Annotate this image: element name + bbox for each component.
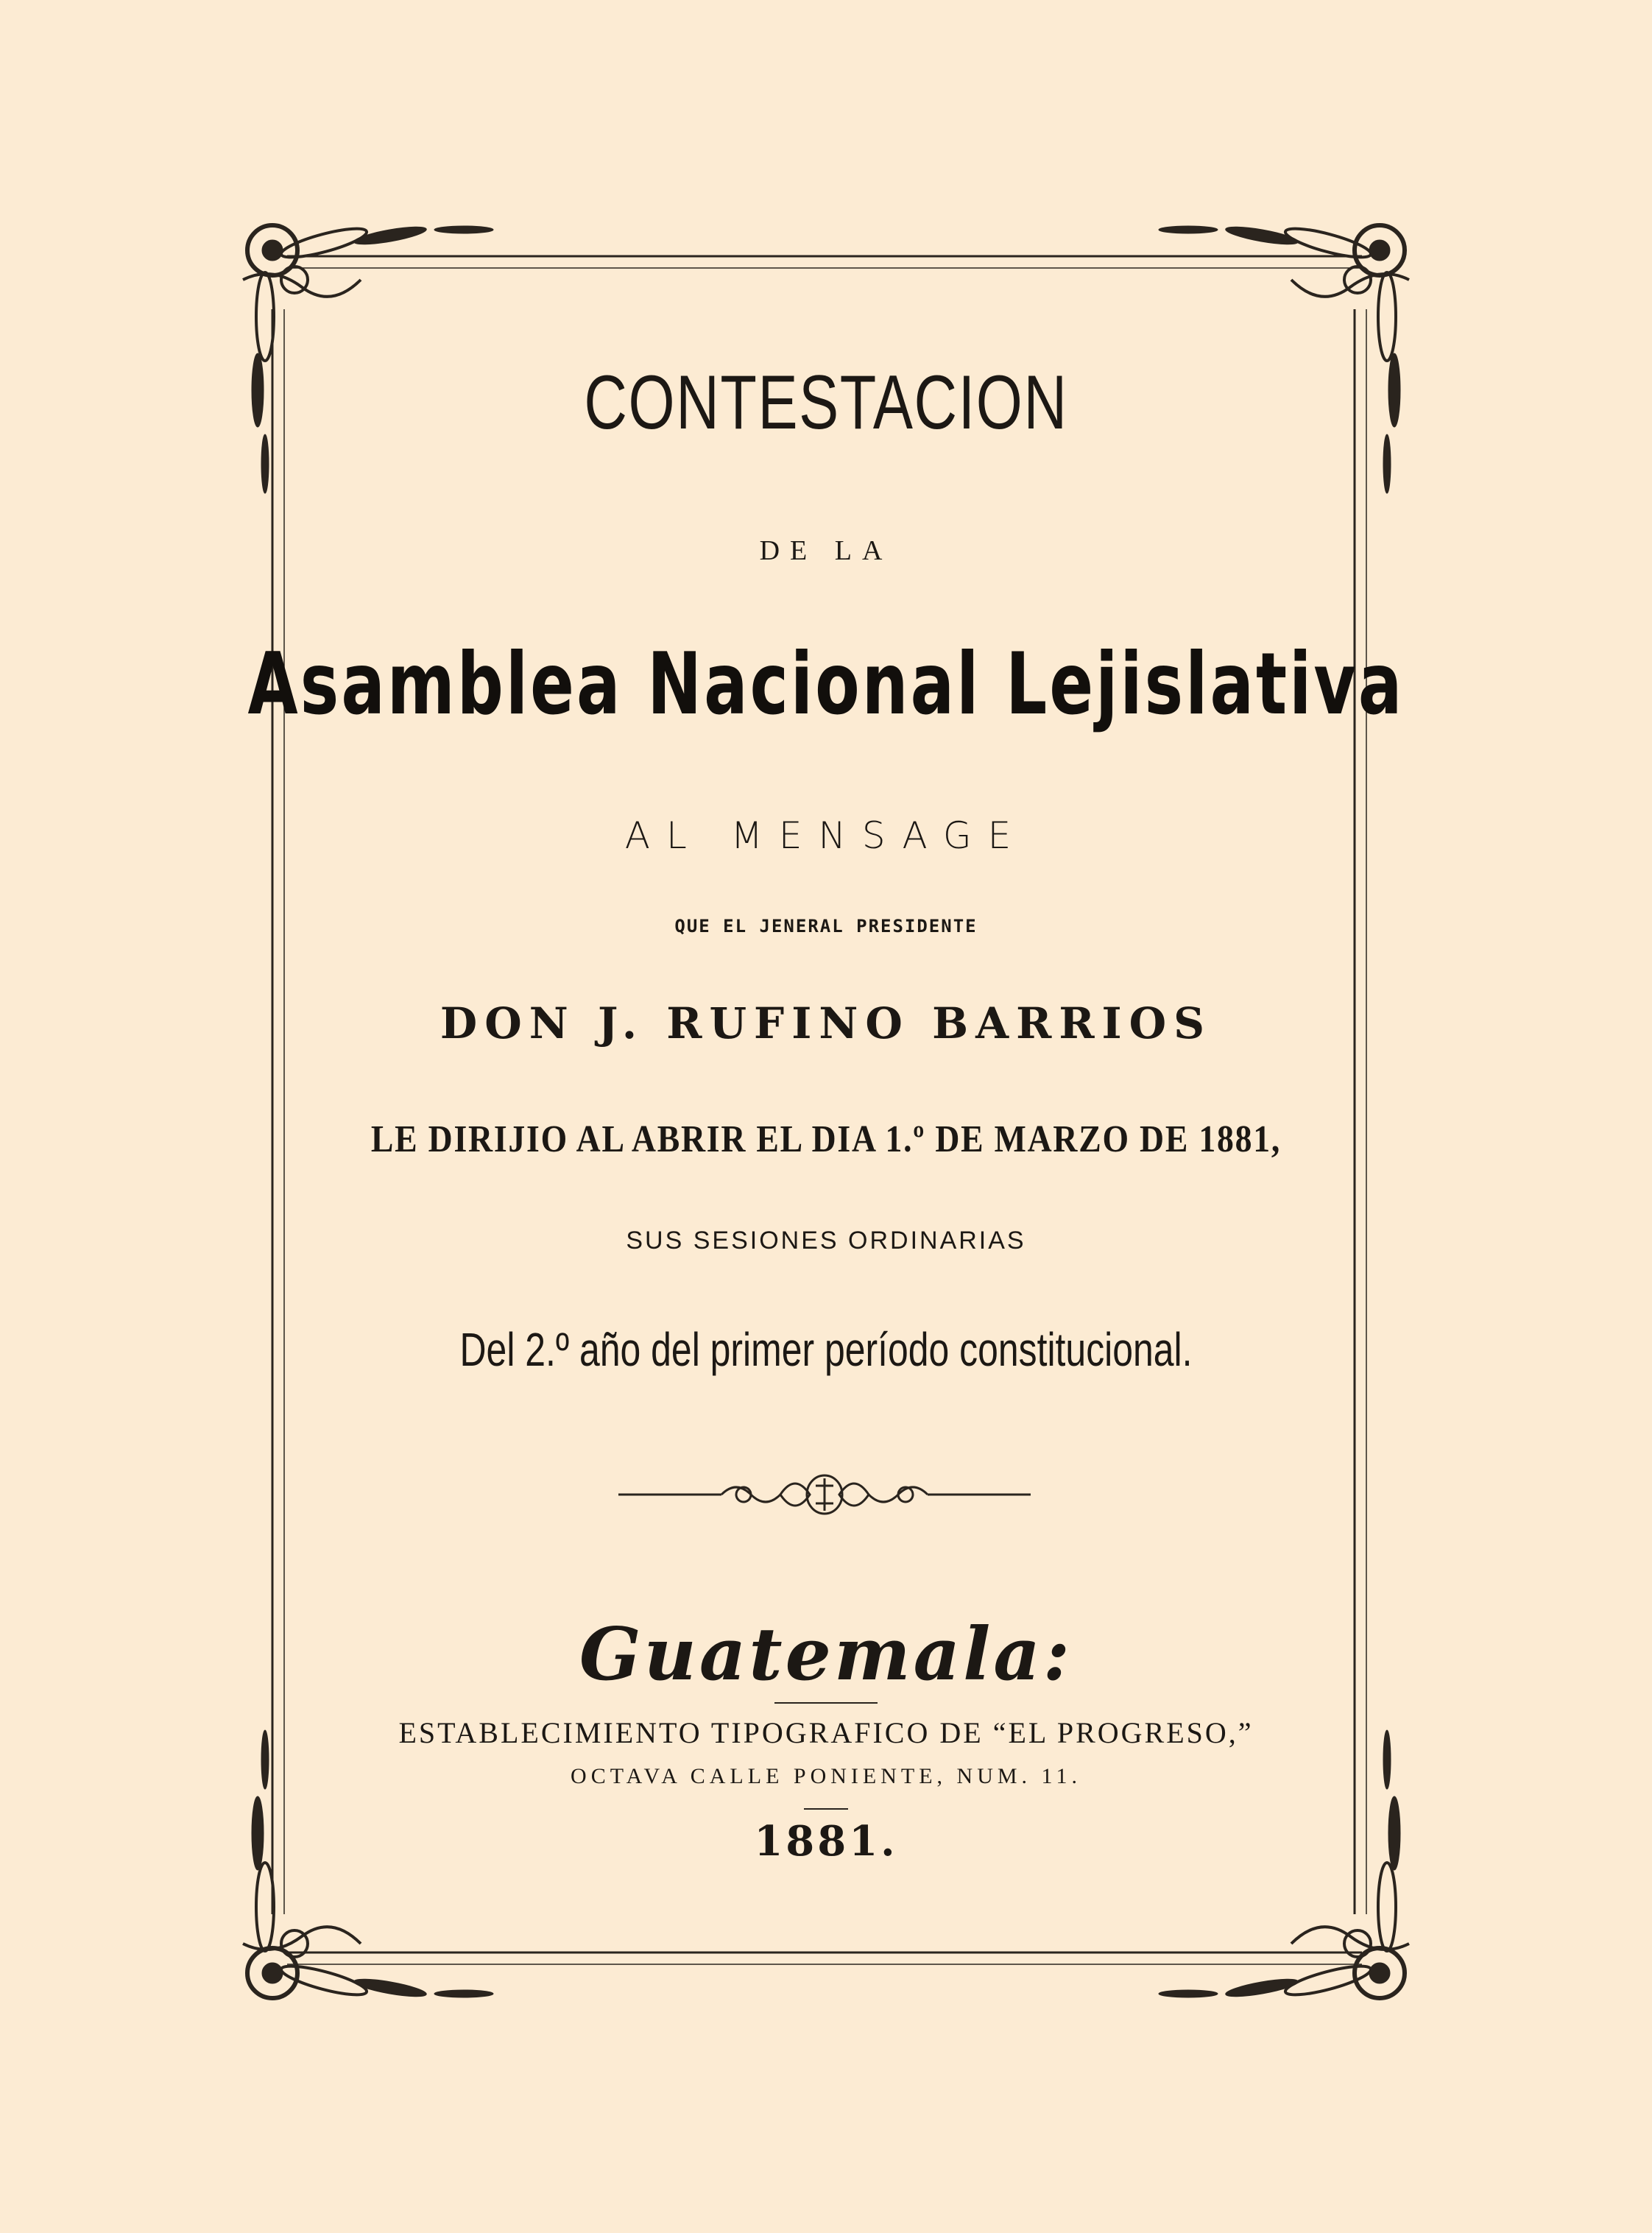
subtitle-de-la: DE LA [759, 535, 893, 566]
address-line: OCTAVA CALLE PONIENTE, NUM. 11. [571, 1764, 1081, 1788]
divider-rule-2 [804, 1808, 848, 1810]
president-name: DON J. RUFINO BARRIOS [440, 998, 1212, 1048]
title: CONTESTACION [584, 360, 1068, 445]
publication-year: 1881. [754, 1817, 898, 1866]
date-line: LE DIRIJIO AL ABRIR EL DIA 1.º DE MARZO DE 1881, [370, 1118, 1282, 1160]
city-guatemala: Guatemala: [579, 1612, 1073, 1697]
divider-rule [774, 1702, 878, 1704]
que-el-jeneral: QUE EL JENERAL PRESIDENTE [674, 916, 978, 936]
sesiones-line: SUS SESIONES ORDINARIAS [626, 1227, 1026, 1255]
scroll-divider-icon [618, 1465, 1031, 1524]
establishment-line: ESTABLECIMIENTO TIPOGRAFICO DE “EL PROGRESO,” [398, 1716, 1254, 1749]
assembly-name: Asamblea Nacional Lejislativa [247, 635, 1405, 734]
al-mensage: AL MENSAGE [624, 814, 1028, 857]
periodo-line: Del 2.º año del primer período constitucional. [459, 1323, 1193, 1376]
